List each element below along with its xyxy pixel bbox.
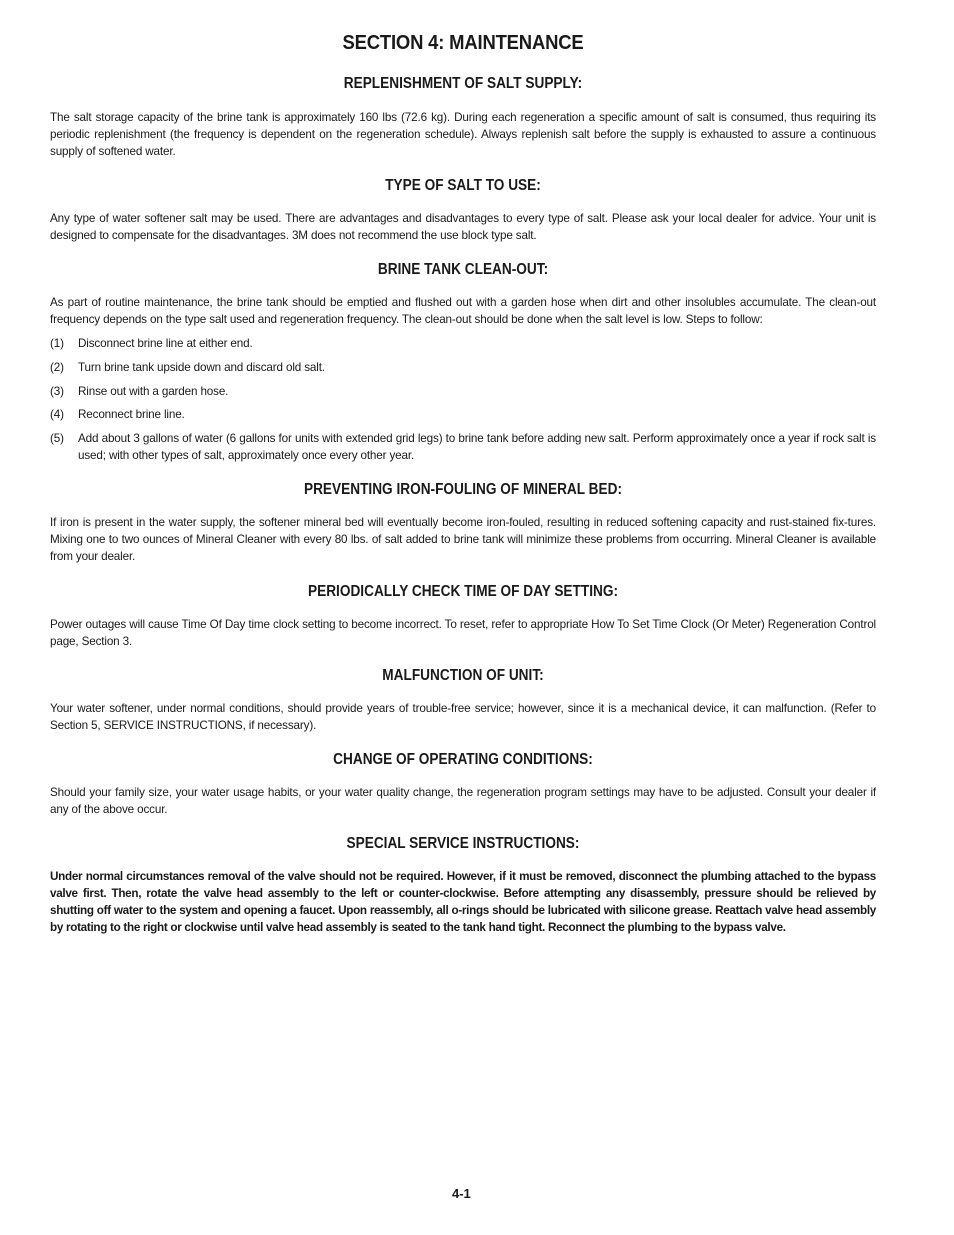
body-time-of-day: Power outages will cause Time Of Day time clock setting to become incorrect. To reset, refer to appropriate How To Set Time Clock (Or Meter) Regeneration Control page, Section 3.: [50, 618, 876, 648]
page-number: 4-1: [452, 1186, 471, 1201]
heading-iron-fouling: PREVENTING IRON-FOULING OF MINERAL BED:: [303, 481, 623, 498]
page-title: SECTION 4: MAINTENANCE: [342, 31, 584, 54]
heading-malfunction: MALFUNCTION OF UNIT:: [382, 667, 544, 684]
step-number: (3): [50, 385, 64, 398]
heading-operating-conditions: CHANGE OF OPERATING CONDITIONS:: [333, 751, 593, 768]
step-text: Add about 3 gallons of water (6 gallons for units with extended grid legs) to brine tank before adding new salt. Perform approximately once a year if rock salt is used; with other types of salt, approximately once every other year.: [78, 432, 876, 462]
step-text: Reconnect brine line.: [78, 408, 185, 421]
heading-special-service: SPECIAL SERVICE INSTRUCTIONS:: [346, 835, 580, 852]
body-salt-type: Any type of water softener salt may be used. There are advantages and disadvantages to every type of salt. Please ask your local dealer for advice. Your unit is designed to compensate for the disadvantages. 3M does not recommend the use block type salt.: [50, 212, 876, 242]
heading-salt-type: TYPE OF SALT TO USE:: [385, 177, 541, 194]
step-number: (1): [50, 337, 64, 350]
step-text: Disconnect brine line at either end.: [78, 337, 253, 350]
step-item: [50, 383, 876, 400]
step-text: Turn brine tank upside down and discard old salt.: [78, 361, 325, 374]
heading-salt-supply: REPLENISHMENT OF SALT SUPPLY:: [343, 75, 583, 92]
step-item: [50, 406, 876, 423]
step-item: [50, 359, 876, 376]
step-number: (4): [50, 408, 64, 421]
step-number: (5): [50, 432, 64, 445]
heading-time-of-day: PERIODICALLY CHECK TIME OF DAY SETTING:: [308, 583, 618, 600]
body-salt-supply: The salt storage capacity of the brine tank is approximately 160 lbs (72.6 kg). During each regeneration a specific amount of salt is consumed, thus requiring its periodic replenishment (the frequency is dependent on the regeneration schedule). Always replenish salt before the supply is exhausted to assure a continuous supply of softened water.: [50, 111, 876, 158]
step-item: [50, 335, 876, 352]
heading-brine-clean-out: BRINE TANK CLEAN-OUT:: [377, 261, 549, 278]
step-text: Rinse out with a garden hose.: [78, 385, 229, 398]
step-item: [50, 430, 876, 464]
body-operating-conditions: Should your family size, your water usage habits, or your water quality change, the regeneration program settings may have to be adjusted. Consult your dealer if any of the above occur.: [50, 786, 876, 816]
body-iron-fouling: If iron is present in the water supply, the softener mineral bed will eventually become iron-fouled, resulting in reduced softening capacity and rust-stained fix-tures. Mixing one to two ounces of Mineral Cleaner with every 80 lbs. of salt added to brine tank will minimize these problems from occurring. Mineral Cleaner is available from your dealer.: [50, 516, 876, 563]
step-number: (2): [50, 361, 64, 374]
body-brine-clean-out: As part of routine maintenance, the brine tank should be emptied and flushed out with a garden hose when dirt and other insolubles accumulate. The clean-out frequency depends on the type salt used and regeneration frequency. The clean-out should be done when the salt level is low. Steps to follow:: [50, 296, 876, 326]
body-special-service: Under normal circumstances removal of the valve should not be required. However, if it must be removed, disconnect the plumbing attached to the bypass valve first. Then, rotate the valve head assembly to the left or counter-clockwise. Before attempting any disassembly, pressure should be relieved by shutting off water to the system and opening a faucet. Upon reassembly, all o-rings should be lubricated with silicone grease. Reattach valve head assembly by rotating to the right or clockwise until valve head assembly is seated to the tank hand tight. Reconnect the plumbing to the bypass valve.: [50, 870, 876, 934]
body-malfunction: Your water softener, under normal conditions, should provide years of trouble-free service; however, since it is a mechanical device, it can malfunction. (Refer to Section 5, SERVICE INSTRUCTIONS, if necessary).: [50, 702, 876, 732]
